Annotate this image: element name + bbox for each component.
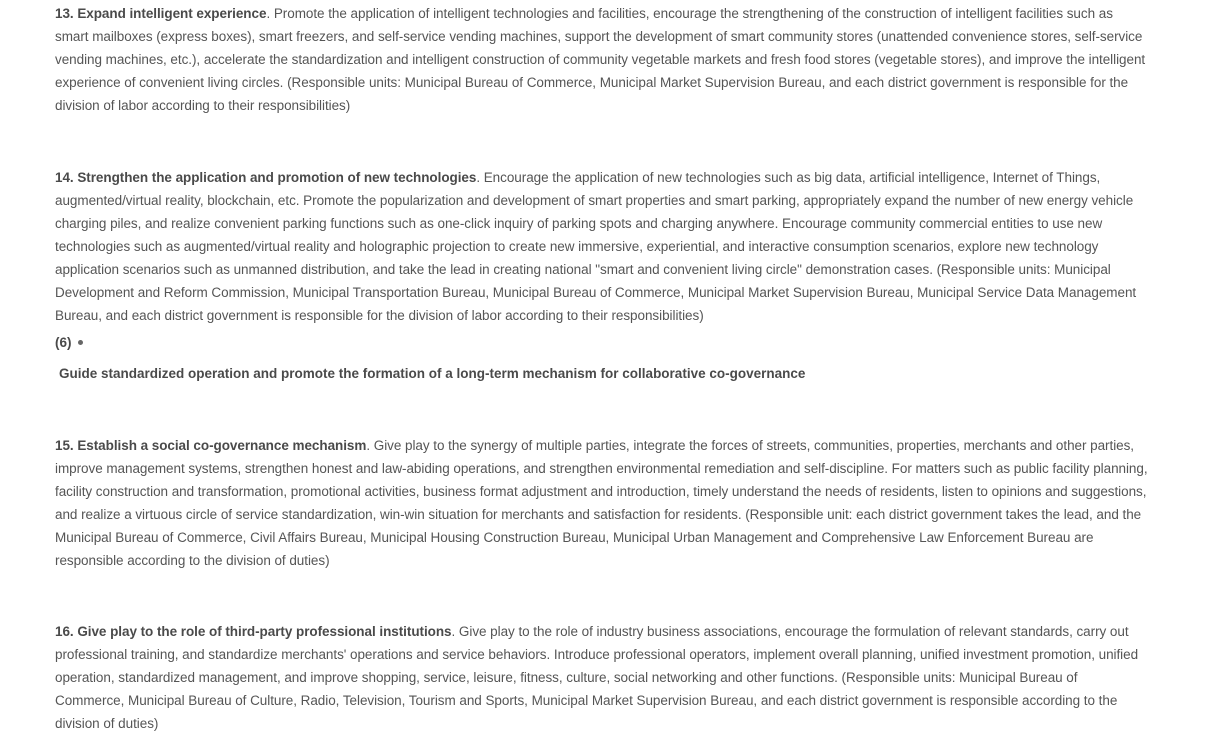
section-number	[55, 331, 1150, 354]
item-16-body: . Give play to the role of industry business associations, encourage the formulation of relevant standards, carry out professional training, and standardize merchants' operations and service behaviors. Introduce professional operators, implement overall planning, unified investment promotion, unified operation, standardized management, and improve shopping, service, leisure, fitness, culture, social networking and other functions. (Responsible units: Municipal Bureau of Commerce, Municipal Bureau of Culture, Radio, Television, Tourism and Sports, Municipal Market Supervision Bureau, and each district government is responsible according to the division of duties)	[55, 624, 1139, 731]
item-14-body: . Encourage the application of new technologies such as big data, artificial intelligence, Internet of Things, augmented/virtual reality, blockchain, etc. Promote the popularization and development of smart properties and smart parking, appropriately expand the number of new energy vehicle charging piles, and realize convenient parking functions such as one-click inquiry of parking spots and charging anywhere. Encourage community commercial entities to use new technologies such as augmented/virtual reality and holographic projection to create new immersive, experiential, and interactive consumption scenarios, explore new technology application scenarios such as unmanned distribution, and take the lead in creating national "smart and convenient living circle" demonstration cases. (Responsible units: Municipal Development and Reform Commission, Municipal Transportation Bureau, Municipal Bureau of Commerce, Municipal Market Supervision Bureau, Municipal Service Data Management Bureau, and each district government is responsible for the division of labor according to their responsibilities)	[55, 170, 1137, 323]
spacer	[55, 117, 1150, 166]
item-16	[55, 620, 1150, 735]
item-14-title: 14. Strengthen the application and promotion of new technologies	[55, 170, 477, 185]
item-15	[55, 434, 1150, 572]
bullet-icon	[78, 340, 83, 345]
spacer	[55, 572, 1150, 620]
section-heading: Guide standardized operation and promote the formation of a long-term mechanism for collaborative co-governance	[59, 366, 806, 381]
item-16-title: 16. Give play to the role of third-party professional institutions	[55, 624, 452, 639]
item-14	[55, 166, 1150, 327]
document-body	[55, 2, 1150, 735]
item-15-title: 15. Establish a social co-governance mechanism	[55, 438, 367, 453]
item-13-title: 13. Expand intelligent experience	[55, 6, 267, 21]
item-13	[55, 2, 1150, 117]
section-number-text: (6)	[55, 335, 72, 350]
spacer	[55, 385, 1150, 434]
item-15-body: . Give play to the synergy of multiple parties, integrate the forces of streets, communities, properties, merchants and other parties, improve management systems, strengthen honest and law-abiding operations, and strengthen environmental remediation and self-discipline. For matters such as public facility planning, facility construction and transformation, promotional activities, business format adjustment and introduction, timely understand the needs of residents, listen to opinions and suggestions, and realize a virtuous circle of service standardization, win-win situation for merchants and satisfaction for residents. (Responsible unit: each district government takes the lead, and the Municipal Bureau of Commerce, Civil Affairs Bureau, Municipal Housing Construction Bureau, Municipal Urban Management and Comprehensive Law Enforcement Bureau are responsible according to the division of duties)	[55, 438, 1148, 568]
item-13-body: . Promote the application of intelligent technologies and facilities, encourage the strengthening of the construction of intelligent facilities such as smart mailboxes (express boxes), smart freezers, and self-service vending machines, support the development of smart community stores (unattended convenience stores, self-service vending machines, etc.), accelerate the standardization and intelligent construction of community vegetable markets and fresh food stores (vegetable stores), and improve the intelligent experience of convenient living circles. (Responsible units: Municipal Bureau of Commerce, Municipal Market Supervision Bureau, and each district government is responsible for the division of labor according to their responsibilities)	[55, 6, 1146, 113]
